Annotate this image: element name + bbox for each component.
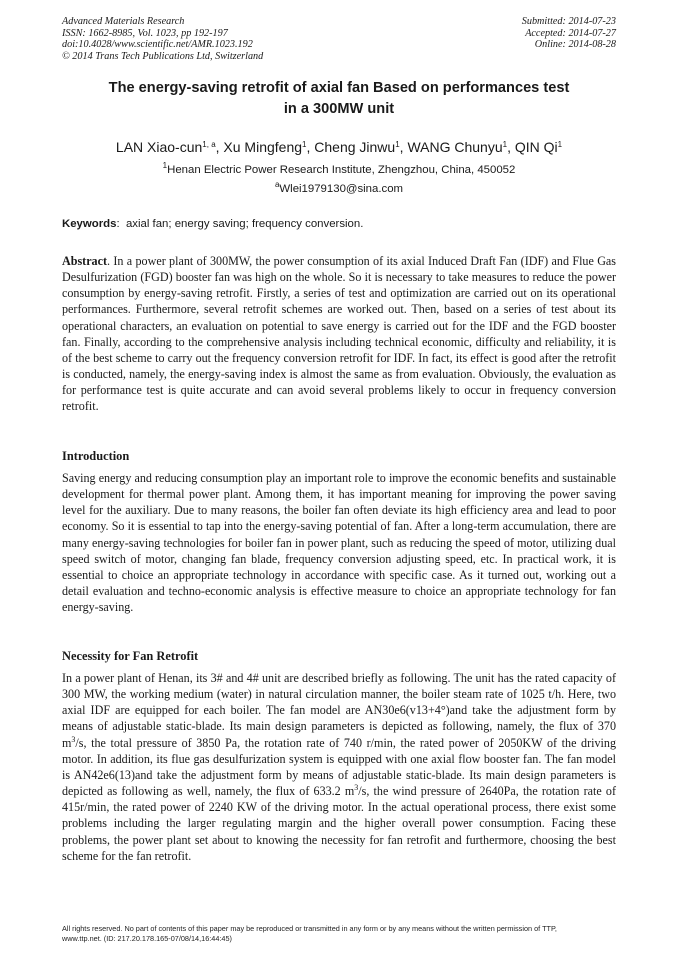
author-separator: , (306, 139, 315, 155)
accepted-date: Accepted: 2014-07-27 (525, 27, 616, 39)
author-separator: , (399, 139, 408, 155)
author-superscript: 1 (502, 140, 508, 149)
section-heading-introduction: Introduction (62, 449, 130, 463)
email-superscript: a (274, 180, 280, 189)
keywords-label: Keywords (62, 218, 117, 230)
journal-issn: ISSN: 1662-8985, Vol. 1023, pp 192-197 (62, 27, 228, 39)
journal-doi: doi:10.4028/www.scientific.net/AMR.1023.192 (62, 39, 253, 51)
author-name: WANG Chunyu (407, 139, 503, 155)
keywords-text: axial fan; energy saving; frequency conversion. (125, 218, 364, 230)
paper-title (62, 78, 616, 120)
necessity-text-2: /s, the total pressure of 3850 Pa, the rotation rate of 740 r/min, the rated power of 2050KW of the driving motor. In addition, its flue gas desulfurization system is equipped with one axial flow booster fan. The fan model is AN42e6(13)and take the adjustment form by means of adjustable static-blade. Its main design parameters is depicted as following as well, namely, the flux of 633.2 m (62, 735, 616, 799)
affiliation (62, 162, 616, 178)
abstract-text: . In a power plant of 300MW, the power consumption of its axial Induced Draft Fan (IDF) and Flue Gas Desulfurization (FGD) booster fan was high on the whole. So it is necessary to take measures to reduce the power consumption by energy-saving retrofit. Firstly, a series of test and optimization are carried out on its operational performances. Furthermore, several retrofit schemes are worked out. Then, based on a series of test about its operational characters, an evaluation on potential to save energy is carried out for the IDF and the FGD booster fan. Finally, according to the comprehensive analysis including technical economic, difficulty and reliability, it is of the best scheme to carry out the frequency conversion retrofit for IDF. In fact, its effect is good after the retrofit is conducted, namely, the energy-saving index is almost the same as from evaluation. Obviously, the evaluation as for performance test is quite accurate and can avoid several problems likely to occur in frequency conversion retrofit. (62, 254, 616, 414)
unit-superscript: 3 (71, 734, 76, 744)
author-email (62, 181, 616, 197)
title-line-1: The energy-saving retrofit of axial fan Based on performances test (108, 80, 570, 96)
affiliation-superscript: 1 (162, 161, 168, 170)
section-heading-necessity: Necessity for Fan Retrofit (62, 649, 199, 663)
footer-line-1: All rights reserved. No part of contents of this paper may be reproduced or transmitted in any form or by any means without the written permission of TTP, (62, 924, 557, 933)
author-separator: , (215, 139, 224, 155)
necessity-text-1: In a power plant of Henan, its 3# and 4# unit are described briefly as following. The unit has the rated capacity of 300 MW, the working medium (water) in natural circulation manner, the boiler steam rate of 1025 t/h. Here, two axial IDF are equipped for each boiler. The fan model are AN30e6(v13+4°)and take the adjustment form by means of adjustable static-blade. Its main design parameters is depicted as following, namely, the flux of 370 m (62, 671, 616, 750)
submission-dates (522, 16, 616, 51)
author-superscript: 1, a (202, 140, 216, 149)
abstract (62, 253, 616, 415)
journal-name: Advanced Materials Research (62, 16, 185, 27)
author-superscript: 1 (302, 140, 307, 149)
author-name: Cheng Jinwu (314, 139, 396, 155)
necessity-paragraph (62, 670, 616, 864)
author-name: QIN Qi (514, 139, 558, 155)
copyright-footer (62, 924, 622, 943)
footer-line-2: www.ttp.net. (ID: 217.20.178.165-07/08/14,16:44:45) (62, 933, 232, 943)
author-superscript: 1 (395, 140, 400, 149)
introduction-paragraph: Saving energy and reducing consumption play an important role to improve the economic benefits and sustainable development for thermal power plant. Among them, it has important meaning for improving the power saving level for the auxiliary. Due to many reasons, the boiler fan often deviate its high efficiency area and lead to poor economy. So it is essential to tap into the energy-saving potential of fan. After a long-term accumulation, there are many energy-saving technologies for boiler fan in power plant, such as reducing the speed of motor, utilizing dual speed switch of motor, changing fan blade, frequency conversion adjusting speed, etc. In practical work, it is essential to choice an appropriate technology in accordance with specific case. As it turned out, working out a detail evaluation and techno-economic analysis is effective measure to choice an appropriate technology for fan energy-saving. (62, 471, 616, 615)
author-separator: , (507, 139, 515, 155)
email-text: Wlei1979130@sina.com (279, 183, 404, 195)
author-superscript: 1 (557, 140, 563, 149)
title-line-2: in a 300MW unit (283, 101, 395, 117)
keywords: Keywords: axial fan; energy saving; frequency conversion. (62, 218, 364, 230)
journal-info (62, 16, 263, 62)
online-date: Online: 2014-08-28 (534, 39, 616, 51)
author-name: LAN Xiao-cun (115, 139, 203, 155)
author-list (62, 138, 616, 156)
unit-superscript: 3 (354, 783, 359, 793)
affiliation-text: Henan Electric Power Research Institute, Zhengzhou, China, 450052 (167, 164, 516, 176)
journal-copyright: © 2014 Trans Tech Publications Ltd, Switzerland (62, 50, 264, 62)
necessity-text-3: /s, the wind pressure of 2640Pa, the rotation rate of 415r/min, the rated power of 2240 KW of the driving motor. In the actual operational process, there exist some problems including the larger regulating margin and the higher overall power consumption. Facing these problems, the power plant set about to knowing the necessity for fan retrofit and furthermore, choosing the best scheme for the fan retrofit. (62, 784, 616, 863)
abstract-label: Abstract (62, 254, 108, 268)
author-name: Xu Mingfeng (223, 139, 303, 155)
submitted-date: Submitted: 2014-07-23 (521, 16, 616, 27)
